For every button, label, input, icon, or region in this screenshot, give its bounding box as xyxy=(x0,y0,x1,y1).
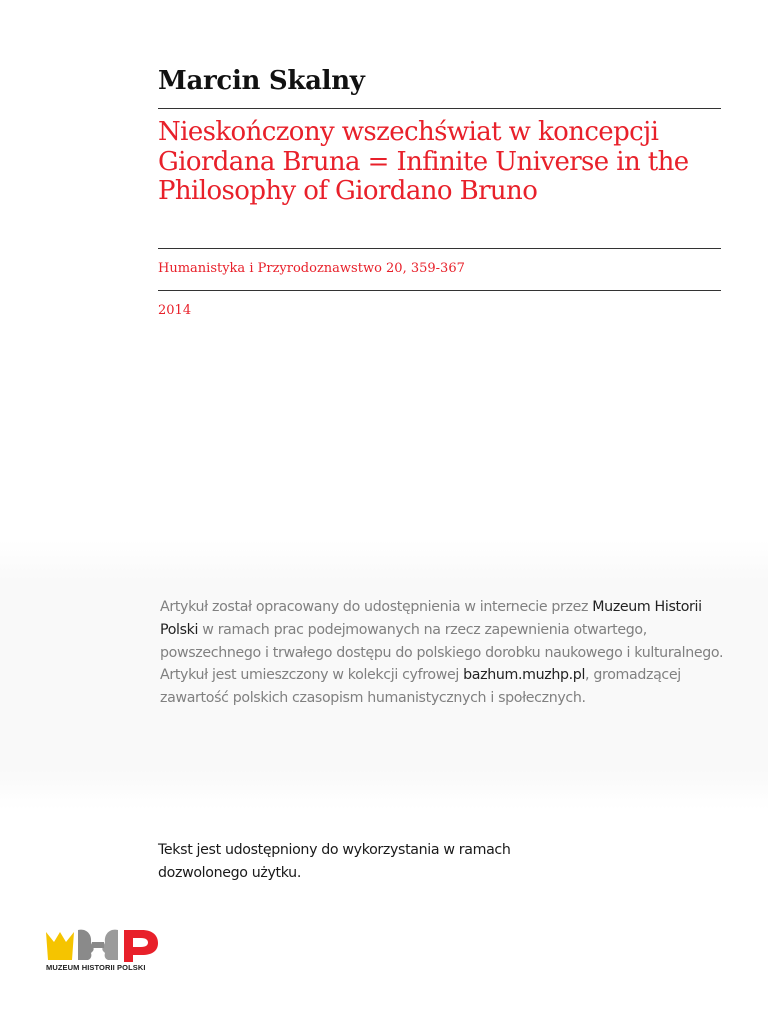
notice-text-3: , gromadzącej zawartość polskich czasopism humanistycznych i społecznych. xyxy=(160,667,681,707)
logo-p-shape xyxy=(124,930,158,962)
publication-year: 2014 xyxy=(158,303,192,318)
divider-middle xyxy=(158,248,721,249)
notice-text-1: Artykuł został opracowany do udostępnienia w internecie przez xyxy=(160,599,593,615)
availability-notice xyxy=(160,596,740,710)
logo-bridge-shape xyxy=(92,942,104,948)
logo-profile-shape xyxy=(78,930,94,960)
logo-profile-shape-2 xyxy=(102,930,118,960)
article-title: Nieskończony wszechświat w koncepcji Giordana Bruna = Infinite Universe in the Philosophy of Giordano Bruno xyxy=(158,117,689,206)
divider-top xyxy=(158,108,721,109)
logo-caption: MUZEUM HISTORII POLSKI xyxy=(46,963,146,972)
journal-citation: Humanistyka i Przyrodoznawstwo 20, 359-367 xyxy=(158,261,465,276)
notice-text-2: w ramach prac podejmowanych na rzecz zapewnienia otwartego, powszechnego i trwałego dostępu do polskiego dorobku naukowego i kulturalnego. Artykuł jest umieszczony w kolekcji cyfrowej xyxy=(160,621,724,684)
usage-notice: Tekst jest udostępniony do wykorzystania w ramach dozwolonego użytku. xyxy=(158,842,511,881)
museum-name: Muzeum Historii Polski xyxy=(160,599,702,638)
bazhum-link[interactable]: bazhum.muzhp.pl xyxy=(463,667,586,684)
logo-crown-shape xyxy=(46,932,74,960)
divider-bottom xyxy=(158,290,721,291)
author-name: Marcin Skalny xyxy=(158,66,365,96)
